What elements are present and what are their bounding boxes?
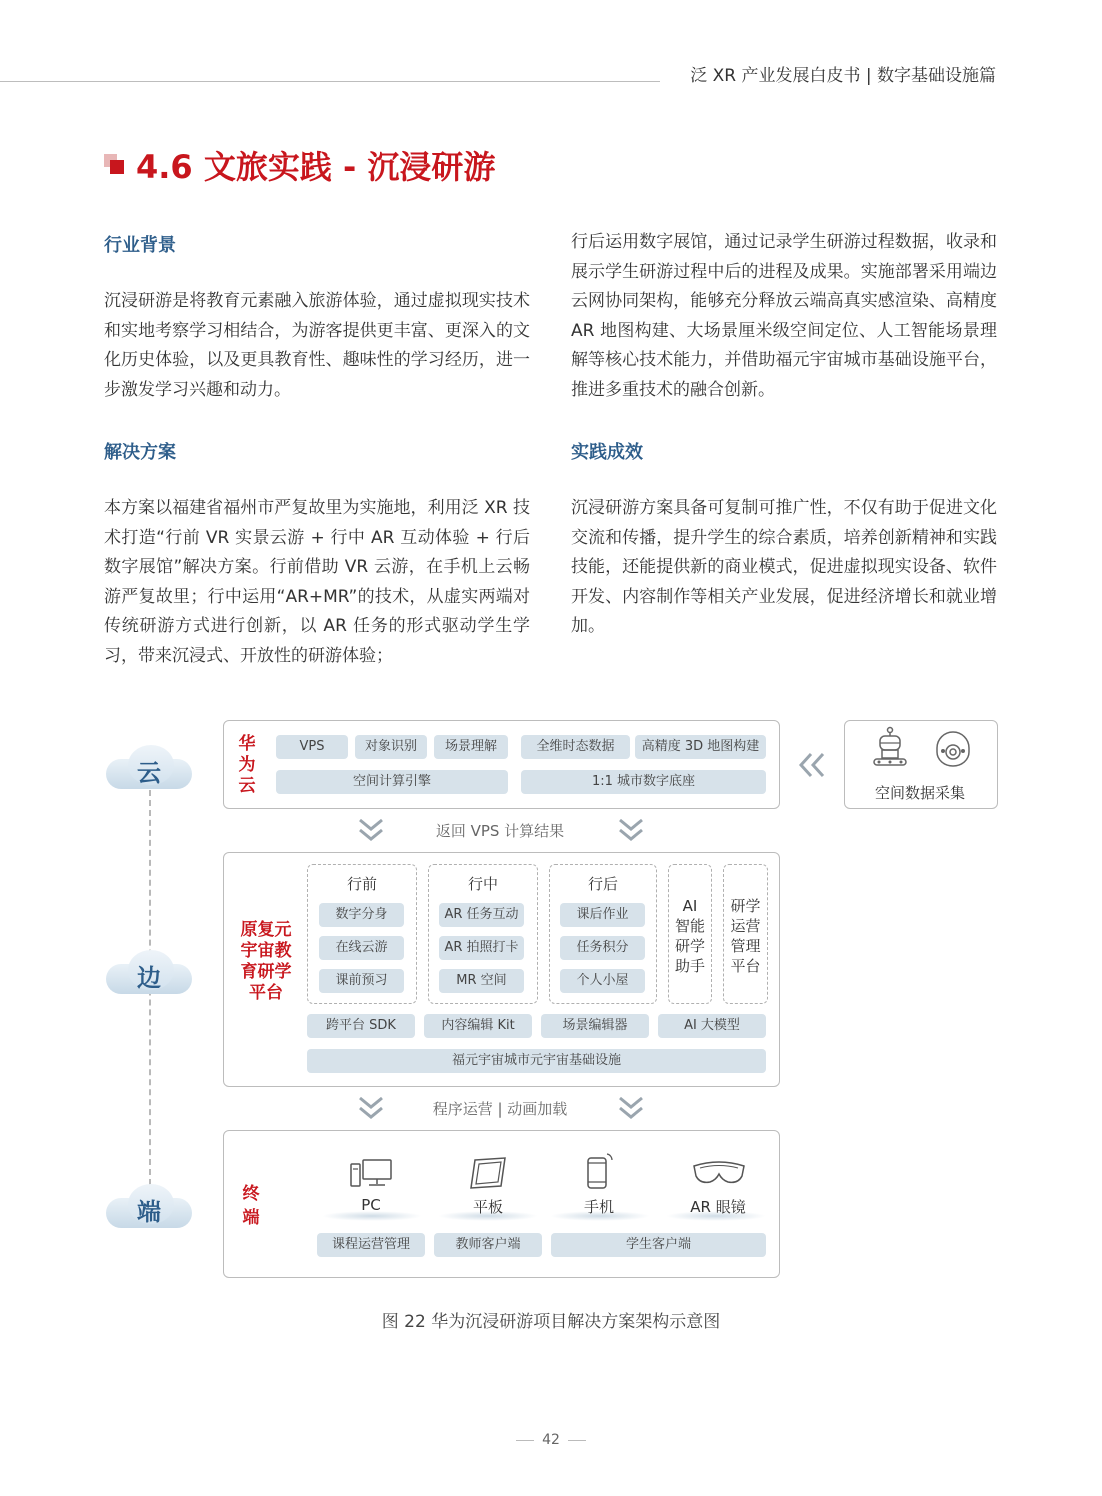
heading-industry-background: 行业背景 — [104, 235, 176, 256]
ar-glasses-icon — [692, 1158, 746, 1188]
pill-sdk: 跨平台 SDK — [307, 1014, 415, 1038]
pill-temporal-data: 全维时态数据 — [521, 735, 630, 759]
pill-ar-photo: AR 拍照打卡 — [439, 936, 524, 960]
tier-edge-badge: 边 — [106, 950, 192, 996]
phase-after-heading: 行后 — [587, 875, 618, 893]
device-label-phone: 手机 — [583, 1198, 614, 1216]
paragraph-industry-background: 沉浸研游是将教育元素融入旅游体验，通过虚拟现实技术和实地考察学习相结合，为游客提供更丰富、更深入的文化历史体验，以及更具教育性、趣味性的学习经历，进一步激发学习兴趣和动力。 — [104, 291, 530, 400]
heading-results: 实践成效 — [571, 442, 643, 463]
device-label-pc: PC — [361, 1196, 381, 1214]
pill-personal-room: 个人小屋 — [560, 969, 645, 993]
pill-ai-model: AI 大模型 — [658, 1014, 766, 1038]
pill-online-tour: 在线云游 — [319, 936, 404, 960]
pill-mr-space: MR 空间 — [439, 969, 524, 993]
paragraph-solution-continued: 行后运用数字展馆，通过记录学生研游过程数据，收录和展示学生研游过程中后的进程及成果。实施部署采用端边云网协同架构，能够充分释放云端高真实感渲染、高精度 AR 地图构建、大场景厘米级空间定位、人工智能场景理解等核心技术能力，并借助福元宇宙城市基础设施平台，推进多重技术的融合创新。 — [571, 232, 997, 400]
pill-3d-map: 高精度 3D 地图构建 — [635, 735, 766, 759]
pill-vps: VPS — [276, 735, 348, 759]
tier-end-badge: 端 — [106, 1184, 192, 1230]
ops-platform-label: 研学 运营 管理 平台 — [730, 897, 761, 975]
phone-icon — [585, 1152, 615, 1190]
double-chevron-down-icon — [618, 1094, 644, 1120]
pill-content-kit: 内容编辑 Kit — [424, 1014, 532, 1038]
double-chevron-down-icon — [358, 816, 384, 842]
running-header: 泛 XR 产业发展白皮书 | 数字基础设施篇 — [690, 66, 996, 86]
device-label-ar-glasses: AR 眼镜 — [690, 1198, 746, 1216]
cloud-panel-label: 华 为 云 — [238, 734, 256, 796]
tier-cloud-badge: 云 — [106, 745, 192, 791]
pill-object-recognition: 对象识别 — [355, 735, 427, 759]
phase-before-heading: 行前 — [346, 875, 377, 893]
heading-solution: 解决方案 — [104, 442, 176, 463]
pill-preview: 课前预习 — [319, 969, 404, 993]
flow-label-vps-result: 返回 VPS 计算结果 — [435, 822, 565, 840]
figure-caption: 图 22 华为沉浸研游项目解决方案架构示意图 — [381, 1312, 721, 1332]
pill-student-client: 学生客户端 — [551, 1233, 766, 1257]
double-chevron-down-icon — [618, 816, 644, 842]
phase-during-heading: 行中 — [467, 875, 498, 893]
device-label-tablet: 平板 — [472, 1198, 503, 1216]
flow-label-operations: 程序运营 | 动画加载 — [432, 1100, 568, 1118]
double-chevron-down-icon — [358, 1094, 384, 1120]
cloud-panel — [223, 720, 780, 809]
pc-icon — [350, 1158, 394, 1190]
section-marker-icon — [104, 154, 124, 174]
pill-infrastructure: 福元宇宙城市元宇宙基础设施 — [307, 1049, 766, 1073]
page-number: 42 — [0, 1432, 1102, 1448]
paragraph-results: 沉浸研游方案具备可复制可推广性，不仅有助于促进文化交流和传播，提升学生的综合素质，培养创新精神和实践技能，还能提供新的商业模式，促进虚拟现实设备、软件开发、内容制作等相关产业发展，促进经济增长和就业增加。 — [571, 498, 997, 637]
ai-assistant-label: AI 智能 研学 助手 — [674, 897, 705, 975]
pill-homework: 课后作业 — [560, 903, 645, 927]
tablet-icon — [467, 1156, 509, 1190]
pill-digital-twin: 数字分身 — [319, 903, 404, 927]
pill-teacher-client: 教师客户端 — [434, 1233, 542, 1257]
edge-panel-label: 原复元 宇宙教 育研学 平台 — [240, 920, 292, 1003]
robot-icon — [870, 726, 910, 770]
pill-city-base: 1:1 城市数字底座 — [521, 770, 766, 794]
header-rule — [0, 81, 660, 82]
section-title: 4.6 文旅实践 - 沉浸研游 — [136, 148, 496, 186]
pill-spatial-engine: 空间计算引擎 — [276, 770, 508, 794]
pill-course-management: 课程运营管理 — [317, 1233, 425, 1257]
double-chevron-left-icon — [797, 752, 827, 778]
paragraph-solution: 本方案以福建省福州市严复故里为实施地，利用泛 XR 技术打造“行前 VR 实景云游 + 行中 AR 互动体验 + 行后数字展馆”解决方案。行前借助 VR 云游，在手机上云畅游严复故里；行中运用“AR+MR”的技术，从虚实两端对传统研游方式进行创新，以 AR 任务的形式驱动学生学习，带来沉浸式、开放性的研游体验； — [104, 498, 530, 666]
pill-ar-task: AR 任务互动 — [439, 903, 524, 927]
end-panel-label: 终 端 — [242, 1184, 260, 1228]
pill-scene-editor: 场景编辑器 — [541, 1014, 649, 1038]
pill-scene-understanding: 场景理解 — [434, 735, 508, 759]
pill-task-points: 任务积分 — [560, 936, 645, 960]
collect-label: 空间数据采集 — [874, 784, 965, 802]
camera-icon — [933, 728, 973, 768]
